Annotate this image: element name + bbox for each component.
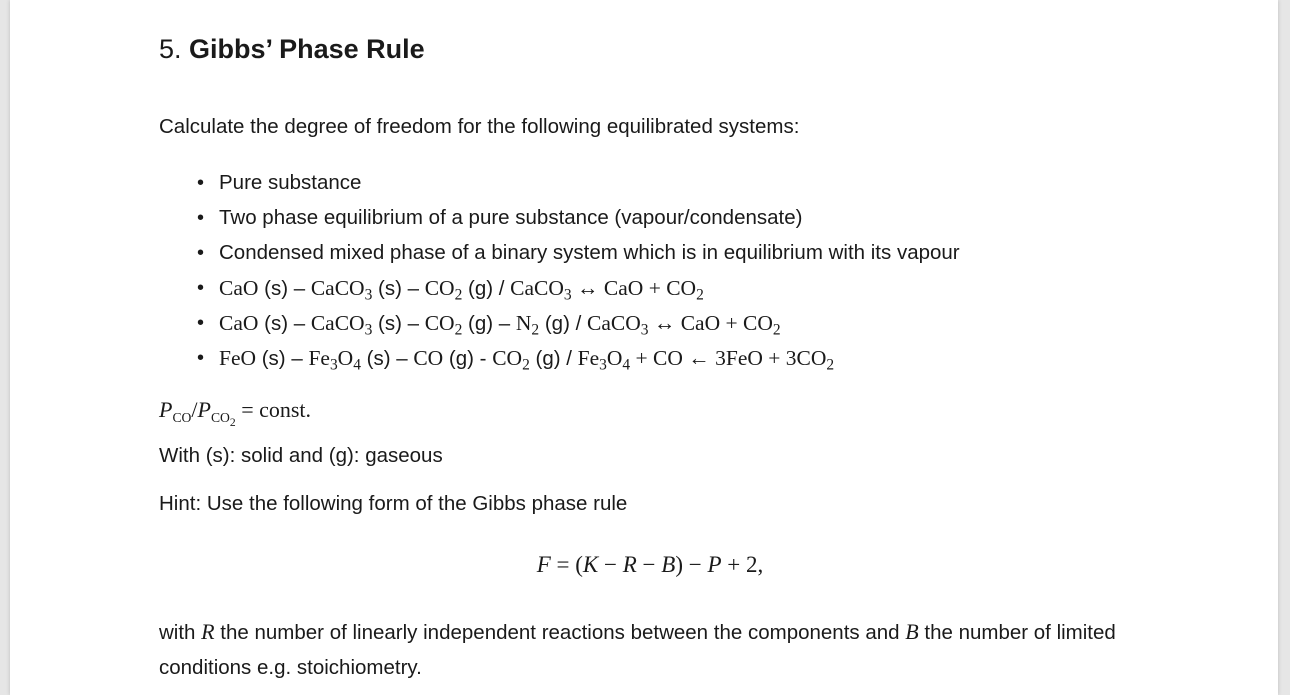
list-item: [159, 343, 960, 378]
list-item: [159, 238, 960, 273]
list-item-text: Pure substance: [219, 171, 362, 194]
reaction-formula: FeO $(s) - Fe_3O_4$ (s) – CO $(g) - CO_2$ $(g) / Fe_3O_4$ + CO ← $3FeO + 3CO_2$: [219, 346, 835, 374]
bullet-dot: •: [197, 242, 205, 264]
document-page: [10, 0, 1278, 695]
bullet-dot: •: [197, 172, 205, 194]
hint-paragraph: Hint: Use the following form of the Gibbs phase rule: [159, 492, 628, 515]
phase-notation-note: With (s): solid and (g): gaseous: [159, 444, 443, 467]
section-title: [159, 34, 425, 65]
bullet-dot: •: [197, 312, 205, 334]
list-item: [159, 203, 960, 238]
systems-list: [159, 168, 960, 378]
intro-paragraph: Calculate the degree of freedom for the following equilibrated systems:: [159, 115, 800, 138]
list-item-text: Two phase equilibrium of a pure substance (vapour/condensate): [219, 206, 803, 229]
bullet-dot: •: [197, 277, 205, 299]
reaction-formula: CaO (s) – CaCO$_3$ $(s) - CO_2$ $(g) - N_2$ (g) / CaCO$_3$ ↔ CaO + $CO_2$: [219, 311, 781, 339]
gibbs-phase-rule-equation: F = (K − R − B) − P + 2,: [536, 552, 764, 577]
section-title-text: Gibbs’ Phase Rule: [189, 34, 425, 64]
list-item-text: Condensed mixed phase of a binary system which is in equilibrium with its vapour: [219, 241, 960, 264]
list-item: [159, 168, 960, 203]
pressure-ratio-formula: $P_{CO}/P_{CO_2}$ = const.: [159, 397, 312, 429]
bullet-dot: •: [197, 207, 205, 229]
list-item: [159, 273, 960, 308]
section-number: 5.: [159, 34, 182, 64]
list-item: [159, 308, 960, 343]
closing-paragraph: with R the number of linearly independent reactions between the components and B the number of limited conditions e.g. stoichiometry.: [159, 619, 1116, 679]
bullet-dot: •: [197, 347, 205, 369]
reaction-formula: CaO (s) – CaCO$_3$ $(s) - CO_2$ (g) / CaCO$_3$ ↔ CaO + $CO_2$: [219, 276, 704, 304]
